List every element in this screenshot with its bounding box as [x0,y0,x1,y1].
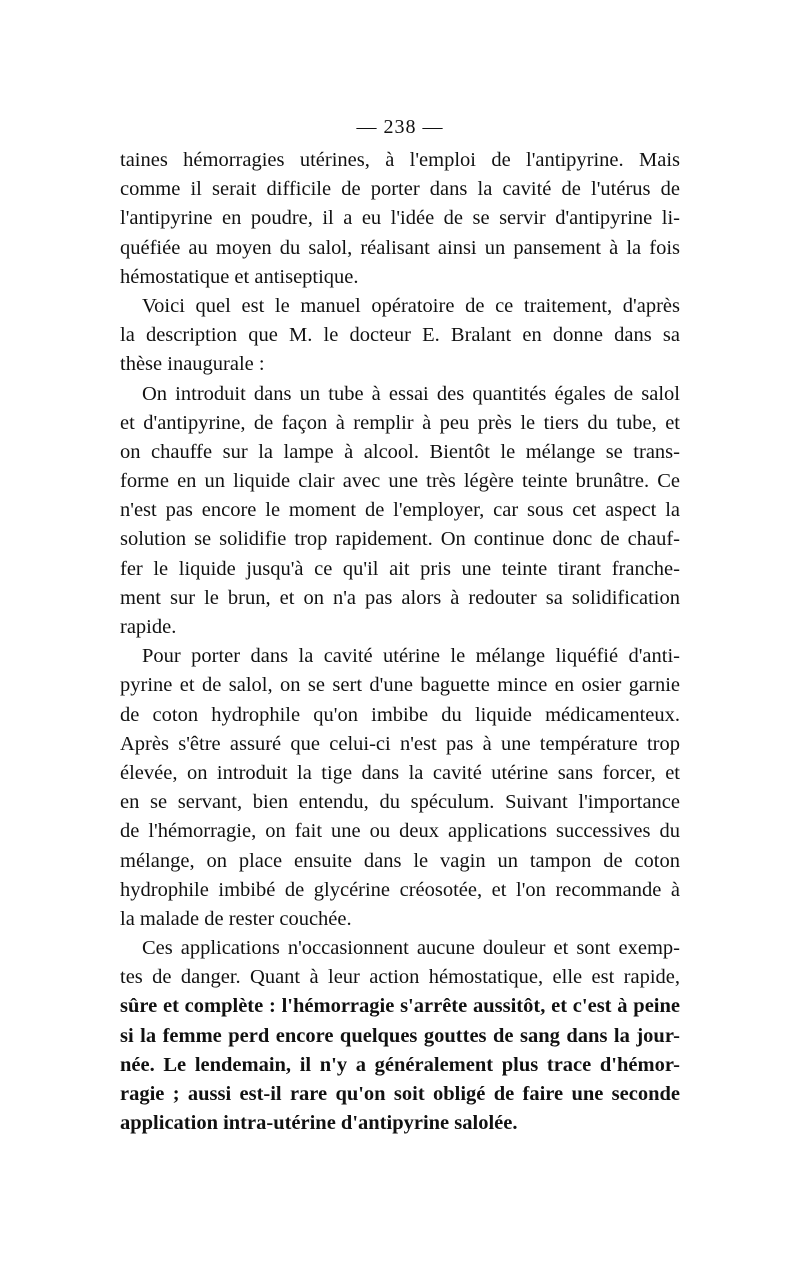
text-line: née. Le lendemain, il n'y a généralement plus trace d'hémor- [120,1053,680,1076]
text-line: Pour porter dans la cavité utérine le mélange liquéfié d'anti- [142,645,680,668]
text-line: ragie ; aussi est-il rare qu'on soit obligé de faire une seconde [120,1083,680,1105]
text-line: solution se solidifie trop rapidement. On continue donc de chauf- [120,528,680,551]
text-line: de coton hydrophile qu'on imbibe du liquide médicamenteux. [120,703,680,726]
text-line: la malade de rester couchée. [120,907,352,930]
text-line: comme il serait difficile de porter dans la cavité de l'utérus de [120,178,680,201]
text-line: sûre et complète : l'hémorragie s'arrête aussitôt, et c'est à peine [120,995,680,1018]
text-line: on chauffe sur la lampe à alcool. Bientôt le mélange se trans- [120,440,680,463]
page-number: — 238 — [356,116,444,138]
text-line: l'antipyrine en poudre, il a eu l'idée de se servir d'antipyrine li- [120,207,680,230]
text-line: Ces applications n'occasionnent aucune douleur et sont exemp- [142,937,680,960]
text-line: si la femme perd encore quelques gouttes de sang dans la jour- [120,1024,680,1047]
text-line: n'est pas encore le moment de l'employer, car sous cet aspect la [120,499,680,522]
text-line: la description que M. le docteur E. Bralant en donne dans sa [120,324,680,347]
text-line: ment sur le brun, et on n'a pas alors à redouter sa solidification [120,586,680,609]
body-text [120,146,680,1138]
text-line: rapide. [120,616,177,638]
text-line: forme en un liquide clair avec une très légère teinte brunâtre. Ce [120,470,680,493]
text-line: taines hémorragies utérines, à l'emploi de l'antipyrine. Mais [120,149,680,171]
text-line: et d'antipyrine, de façon à remplir à peu près le tiers du tube, et [120,411,680,434]
text-line: On introduit dans un tube à essai des quantités égales de salol [142,382,680,405]
text-line: tes de danger. Quant à leur action hémostatique, elle est rapide, [120,966,680,989]
text-line: Après s'être assuré que celui-ci n'est pas à une température trop [120,732,680,755]
text-line: hémostatique et antiseptique. [120,265,359,288]
text-line: hydrophile imbibé de glycérine créosotée, et l'on recommande à [120,878,680,901]
text-line: mélange, on place ensuite dans le vagin un tampon de coton [120,849,680,872]
text-line: de l'hémorragie, on fait une ou deux applications successives du [120,820,680,843]
text-line: application intra-utérine d'antipyrine salolée. [120,1112,518,1135]
text-line: thèse inaugurale : [120,353,265,376]
text-line: fer le liquide jusqu'à ce qu'il ait pris une teinte tirant franche- [120,557,680,580]
text-line: élevée, on introduit la tige dans la cavité utérine sans forcer, et [120,761,680,784]
text-line: Voici quel est le manuel opératoire de ce traitement, d'après [142,294,680,317]
text-line: pyrine et de salol, on se sert d'une baguette mince en osier garnie [120,674,680,697]
text-line: quéfiée au moyen du salol, réalisant ainsi un pansement à la fois [120,236,680,259]
text-line: en se servant, bien entendu, du spéculum. Suivant l'importance [120,791,680,814]
